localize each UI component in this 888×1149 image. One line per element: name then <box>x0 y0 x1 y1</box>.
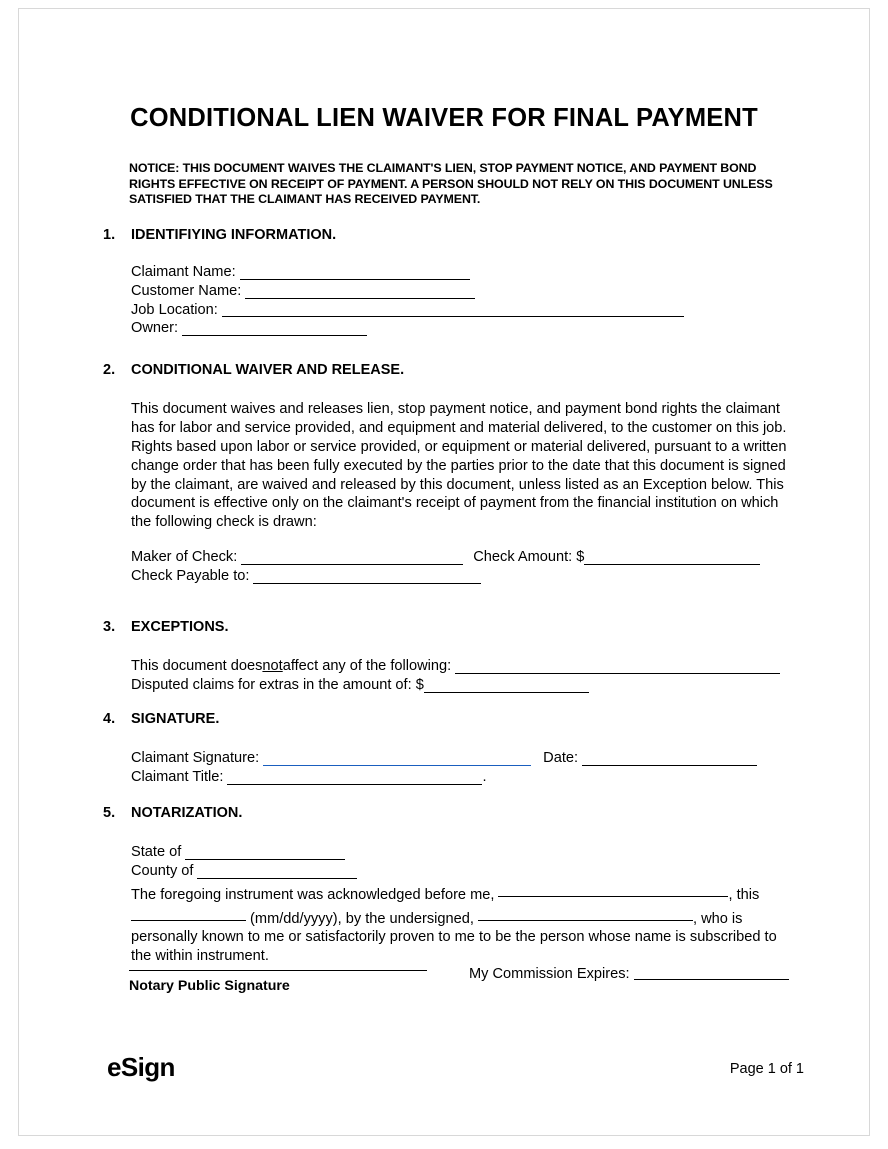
field-exceptions-row <box>131 657 793 676</box>
field-claimant-name-input[interactable] <box>240 264 470 280</box>
commission-expires-input[interactable] <box>634 964 789 980</box>
field-customer-name-input[interactable] <box>245 283 475 299</box>
notary-acknowledgement-paragraph <box>131 881 793 967</box>
field-owner-input[interactable] <box>182 320 367 336</box>
notary-para-part-1: The foregoing instrument was acknowledged before me, <box>131 886 499 903</box>
section-5-heading <box>103 805 793 821</box>
field-claimant-title-row: Claimant Title: . <box>131 768 487 785</box>
section-2-number: 2. <box>103 362 116 378</box>
section-1-title: IDENTIFIYING INFORMATION. <box>131 227 337 243</box>
section-2-paragraph: This document waives and releases lien, stop payment notice, and payment bond rights the claimant has for labor and service provided, and equipment and material delivered, to the customer on this job. Rights based upon labor or service provided, or equipment or material delivered, pursuant to a written change order that has been fully executed by the parties prior to the date that this document is signed by the claimant, are waived and released by this document, unless listed as an Exception below. This document is effective only on the claimant's receipt of payment from the financial institution on which the following check is drawn: <box>131 401 787 531</box>
section-signature <box>103 711 793 787</box>
section-2-title: CONDITIONAL WAIVER AND RELEASE. <box>131 362 405 378</box>
field-job-location <box>131 301 793 320</box>
field-job-location-input[interactable] <box>222 301 684 317</box>
field-check-amount-label: Check Amount: $ <box>473 549 585 566</box>
field-maker-of-check-row <box>131 548 793 567</box>
field-job-location-label: Job Location: <box>131 301 218 318</box>
commission-expires-label: My Commission Expires: <box>469 966 630 982</box>
document-body <box>19 9 869 1135</box>
field-date-label: Date: <box>543 750 579 766</box>
field-maker-of-check-input[interactable] <box>241 549 463 565</box>
notary-para-part-4: , who is personally known to me or satisfactorily proven to me to be the person whose name is subscribed to the within instrument. <box>131 910 777 965</box>
field-disputed-claims-row <box>131 676 793 695</box>
section-3-title: EXCEPTIONS. <box>131 619 229 635</box>
field-county-of-input[interactable] <box>197 863 357 879</box>
field-claimant-title-input[interactable] <box>227 769 482 785</box>
section-5-body <box>131 843 793 966</box>
notary-signature-input[interactable] <box>129 969 427 971</box>
section-2-body <box>131 400 793 586</box>
section-3-number: 3. <box>103 619 116 635</box>
field-exceptions-input[interactable] <box>455 658 780 674</box>
field-claimant-signature-label: Claimant Signature: <box>131 750 260 766</box>
field-notary-date-input[interactable] <box>131 905 246 921</box>
section-2-heading <box>103 362 793 378</box>
exceptions-text-post: affect any of the following: <box>282 658 452 674</box>
section-notarization <box>103 805 793 966</box>
field-check-amount-input[interactable] <box>584 549 760 565</box>
field-customer-name-label: Customer Name: <box>131 282 242 299</box>
field-maker-of-check-label: Maker of Check: <box>131 549 238 566</box>
field-owner-label: Owner: <box>131 320 179 337</box>
field-undersigned-input[interactable] <box>478 905 693 921</box>
field-claimant-name-label: Claimant Name: <box>131 264 236 280</box>
section-1-number: 1. <box>103 227 116 243</box>
field-claimant-signature-row <box>131 749 793 768</box>
section-3-heading <box>103 619 793 635</box>
field-notary-name-input[interactable] <box>498 881 728 897</box>
field-customer-name <box>131 282 793 301</box>
field-claimant-name <box>131 263 793 282</box>
field-date-input[interactable] <box>582 750 757 766</box>
field-check-payable-to-input[interactable] <box>253 568 481 584</box>
notice-text: NOTICE: THIS DOCUMENT WAIVES THE CLAIMANT'S LIEN, STOP PAYMENT NOTICE, AND PAYMENT BOND RIGHTS EFFECTIVE ON RECEIPT OF PAYMENT. A PERSON SHOULD NOT RELY ON THIS DOCUMENT UNLESS SATISFIED THAT THE CLAIMANT HAS RECEIVED PAYMENT. <box>129 161 773 206</box>
section-1-body <box>131 263 793 338</box>
notary-para-part-2: , this <box>728 886 760 903</box>
notary-signature-block <box>129 969 429 994</box>
page-number: Page 1 of 1 <box>729 1061 804 1077</box>
field-claimant-signature-input[interactable] <box>263 750 531 766</box>
notary-para-part-3: (mm/dd/yyyy), by the undersigned, <box>246 910 478 927</box>
field-state-of-row <box>131 843 793 862</box>
section-conditional-waiver-release <box>103 362 793 586</box>
exceptions-text-pre: This document does <box>131 658 263 674</box>
section-4-body <box>131 749 793 787</box>
section-4-heading <box>103 711 793 727</box>
esign-logo: eSign <box>107 1052 175 1082</box>
section-3-body <box>131 657 793 695</box>
field-check-payable-to <box>131 567 793 586</box>
exceptions-text-not: not <box>262 658 283 674</box>
document-page <box>18 8 870 1136</box>
section-5-number: 5. <box>103 805 116 821</box>
section-5-title: NOTARIZATION. <box>131 805 243 821</box>
field-disputed-claims-input[interactable] <box>424 677 589 693</box>
page-title: CONDITIONAL LIEN WAIVER FOR FINAL PAYMENT <box>130 104 758 132</box>
field-claimant-title-label: Claimant Title: <box>131 768 224 785</box>
field-check-payable-to-label: Check Payable to: <box>131 568 250 585</box>
commission-expires-row <box>469 964 789 982</box>
section-exceptions <box>103 619 793 695</box>
field-county-of-label: County of <box>131 862 194 879</box>
notary-signature-caption: Notary Public Signature <box>129 978 290 994</box>
field-disputed-claims-label: Disputed claims for extras in the amount of: $ <box>131 676 424 693</box>
section-identifying-information <box>103 227 793 338</box>
section-1-heading <box>103 227 793 243</box>
field-state-of-label: State of <box>131 844 182 860</box>
field-owner <box>131 319 793 338</box>
field-county-of-row <box>131 862 793 881</box>
section-4-number: 4. <box>103 711 116 727</box>
field-state-of-input[interactable] <box>185 844 345 860</box>
section-4-title: SIGNATURE. <box>131 711 220 727</box>
